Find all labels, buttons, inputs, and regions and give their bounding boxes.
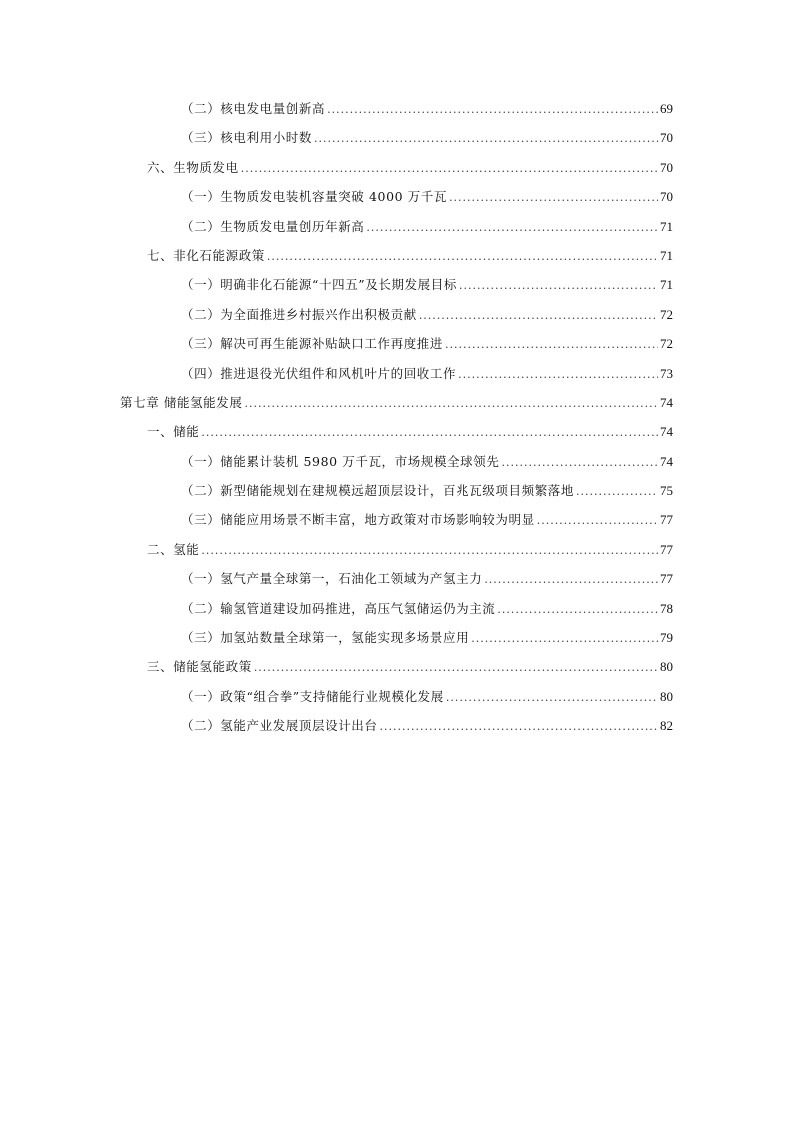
toc-entry-page: 77 bbox=[660, 512, 673, 528]
toc-entry-hydrogen[interactable] bbox=[0, 535, 793, 564]
toc-entry-title: （三）核电利用小时数 bbox=[181, 130, 313, 146]
toc-leader-dots bbox=[576, 477, 658, 506]
toc-entry-page: 77 bbox=[660, 571, 673, 587]
toc-entry-title: 一、储能 bbox=[147, 424, 200, 440]
toc-leader-dots bbox=[254, 653, 658, 682]
toc-leader-dots bbox=[366, 213, 658, 242]
toc-entry-page: 70 bbox=[660, 159, 673, 175]
toc-entry-page: 69 bbox=[660, 101, 673, 116]
toc-leader-dots bbox=[380, 712, 658, 741]
toc-entry-page: 77 bbox=[660, 541, 673, 557]
toc-entry-nuclear-generation[interactable] bbox=[0, 94, 793, 123]
toc-entry-page: 73 bbox=[660, 365, 673, 381]
toc-entry-page: 80 bbox=[660, 659, 673, 675]
toc-entry-nuclear-hours[interactable] bbox=[0, 123, 793, 152]
toc-entry-title: （三）储能应用场景不断丰富，地方政策对市场影响较为明显 bbox=[181, 512, 535, 528]
toc-entry-hydrogen-output[interactable] bbox=[0, 564, 793, 593]
toc-entry-page: 82 bbox=[660, 718, 673, 734]
toc-entry-title: 二、氢能 bbox=[147, 541, 200, 557]
toc-entry-page: 78 bbox=[660, 600, 673, 616]
toc-entry-title: （二）为全面推进乡村振兴作出积极贡献 bbox=[181, 306, 417, 322]
toc-entry-hydrogen-pipeline[interactable] bbox=[0, 594, 793, 623]
toc-entry-page: 75 bbox=[660, 483, 673, 499]
toc-entry-title: （三）加氢站数量全球第一，氢能实现多场景应用 bbox=[181, 630, 470, 646]
toc-entry-page: 71 bbox=[660, 277, 673, 293]
toc-entry-page: 70 bbox=[660, 189, 673, 205]
toc-leader-dots bbox=[419, 301, 658, 330]
toc-entry-new-storage-planning[interactable] bbox=[0, 476, 793, 505]
table-of-contents bbox=[0, 94, 793, 741]
toc-leader-dots bbox=[314, 124, 658, 153]
toc-entry-storage-hydrogen-policy[interactable] bbox=[0, 652, 793, 681]
toc-leader-dots bbox=[484, 565, 658, 594]
toc-entry-page: 72 bbox=[660, 306, 673, 322]
toc-entry-page: 70 bbox=[660, 130, 673, 146]
toc-entry-title: （一）储能累计装机 5980 万千瓦，市场规模全球领先 bbox=[181, 453, 500, 469]
toc-entry-page: 74 bbox=[660, 453, 673, 469]
toc-entry-chapter-7[interactable] bbox=[0, 388, 793, 417]
toc-entry-title: （一）政策“组合拳”支持储能行业规模化发展 bbox=[181, 688, 444, 704]
toc-entry-biomass-generation[interactable] bbox=[0, 212, 793, 241]
toc-entry-title: 第七章 储能氢能发展 bbox=[120, 394, 243, 410]
toc-leader-dots bbox=[471, 624, 658, 653]
toc-leader-dots bbox=[327, 95, 658, 124]
toc-leader-dots bbox=[459, 271, 658, 300]
toc-entry-non-fossil-policy[interactable] bbox=[0, 241, 793, 270]
toc-leader-dots bbox=[244, 389, 658, 418]
toc-entry-subsidy-gap[interactable] bbox=[0, 329, 793, 358]
toc-entry-title: （二）核电发电量创新高 bbox=[181, 101, 326, 116]
toc-entry-title: （二）输氢管道建设加码推进，高压气氢储运仍为主流 bbox=[181, 600, 496, 616]
toc-leader-dots bbox=[201, 536, 658, 565]
toc-entry-page: 71 bbox=[660, 218, 673, 234]
toc-entry-rural-revitalization[interactable] bbox=[0, 300, 793, 329]
toc-entry-title: （一）明确非化石能源“十四五”及长期发展目标 bbox=[181, 277, 457, 293]
toc-entry-page: 74 bbox=[660, 394, 673, 410]
toc-leader-dots bbox=[201, 418, 658, 447]
toc-entry-hydrogen-top-level-design[interactable] bbox=[0, 711, 793, 740]
toc-entry-policy-package[interactable] bbox=[0, 682, 793, 711]
toc-entry-page: 74 bbox=[660, 424, 673, 440]
toc-leader-dots bbox=[241, 154, 658, 183]
toc-entry-title: （四）推进退役光伏组件和风机叶片的回收工作 bbox=[181, 365, 457, 381]
toc-entry-title: （一）氢气产量全球第一，石油化工领域为产氢主力 bbox=[181, 571, 483, 587]
toc-entry-title: 七、非化石能源政策 bbox=[147, 247, 265, 263]
toc-entry-biomass-capacity[interactable] bbox=[0, 182, 793, 211]
toc-entry-storage-applications[interactable] bbox=[0, 505, 793, 534]
toc-entry-title: 六、生物质发电 bbox=[147, 159, 239, 175]
toc-entry-hydrogen-stations[interactable] bbox=[0, 623, 793, 652]
toc-entry-title: （二）新型储能规划在建规模远超顶层设计，百兆瓦级项目频繁落地 bbox=[181, 483, 575, 499]
toc-leader-dots bbox=[446, 683, 658, 712]
toc-entry-title: （二）氢能产业发展顶层设计出台 bbox=[181, 718, 378, 734]
toc-leader-dots bbox=[449, 183, 658, 212]
toc-entry-recycling[interactable] bbox=[0, 359, 793, 388]
toc-leader-dots bbox=[445, 330, 658, 359]
toc-entry-storage-capacity[interactable] bbox=[0, 447, 793, 476]
toc-entry-title: （一）生物质发电装机容量突破 4000 万千瓦 bbox=[181, 189, 448, 205]
toc-entry-biomass[interactable] bbox=[0, 153, 793, 182]
toc-entry-title: （三）解决可再生能源补贴缺口工作再度推进 bbox=[181, 336, 444, 352]
toc-entry-energy-storage[interactable] bbox=[0, 417, 793, 446]
toc-entry-page: 72 bbox=[660, 336, 673, 352]
toc-entry-page: 79 bbox=[660, 630, 673, 646]
toc-entry-page: 71 bbox=[660, 247, 673, 263]
toc-leader-dots bbox=[267, 242, 658, 271]
toc-leader-dots bbox=[501, 448, 658, 477]
toc-leader-dots bbox=[537, 506, 658, 535]
toc-leader-dots bbox=[458, 360, 658, 389]
toc-leader-dots bbox=[497, 595, 658, 624]
toc-entry-title: 三、储能氢能政策 bbox=[147, 659, 252, 675]
toc-entry-title: （二）生物质发电量创历年新高 bbox=[181, 218, 365, 234]
toc-entry-policy-goals[interactable] bbox=[0, 270, 793, 299]
toc-entry-page: 80 bbox=[660, 688, 673, 704]
